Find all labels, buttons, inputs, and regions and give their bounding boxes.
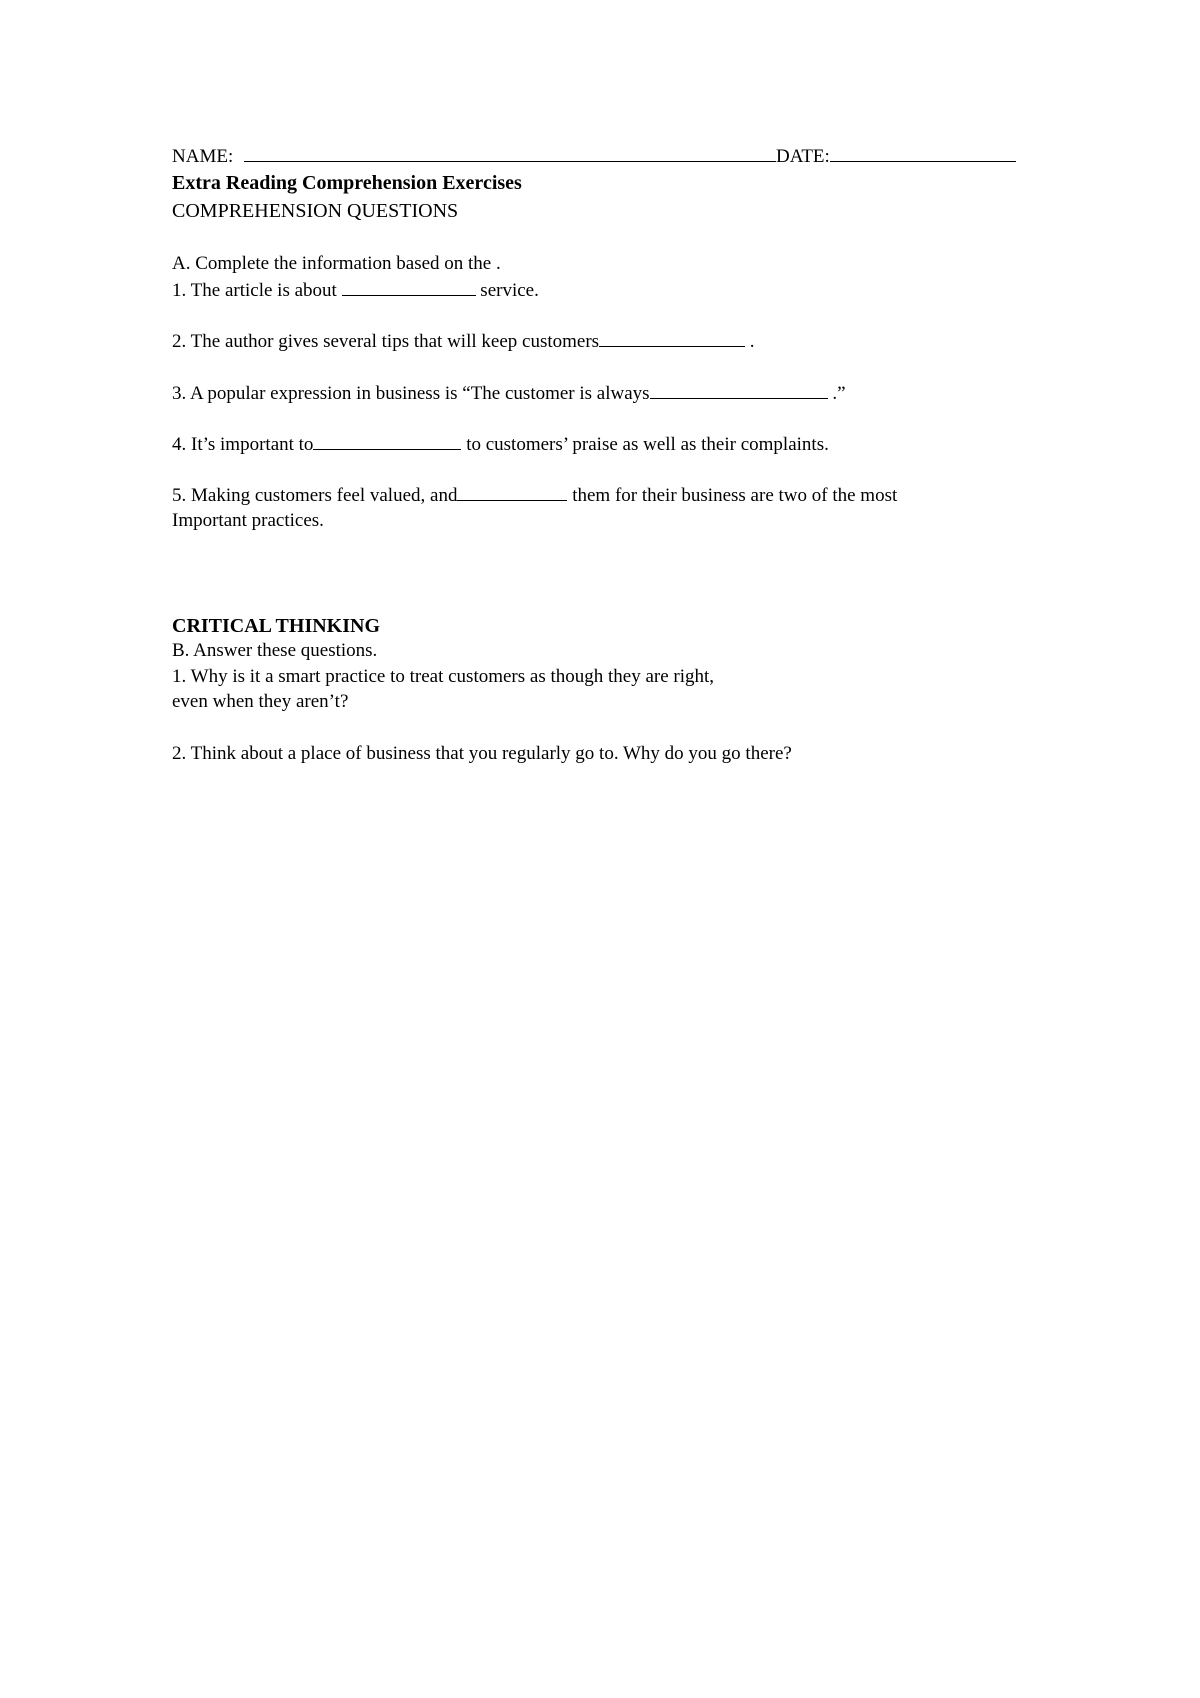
question-a3-end: .” [832, 383, 846, 404]
section-b-heading: CRITICAL THINKING [172, 615, 381, 637]
question-a5 [172, 483, 897, 508]
question-b1-line2: even when they aren’t? [172, 691, 349, 712]
date-label: DATE: [775, 146, 830, 167]
date-blank[interactable] [830, 144, 1016, 162]
section-b-instruction: B. Answer these questions. [172, 640, 378, 661]
question-a2 [172, 329, 755, 354]
page-title: Extra Reading Comprehension Exercises [172, 172, 522, 194]
question-a2-blank[interactable] [599, 329, 745, 347]
section-a-heading: COMPREHENSION QUESTIONS [172, 200, 459, 222]
question-a1-end: service. [480, 280, 539, 301]
question-a4 [172, 432, 829, 457]
question-a3 [172, 381, 846, 406]
question-b2: 2. Think about a place of business that you regularly go to. Why do you go there? [172, 743, 792, 764]
question-a2-text: 2. The author gives several tips that will keep customers [172, 331, 600, 352]
question-a1-text: 1. The article is about [172, 280, 337, 301]
question-a5-end: them for their business are two of the most [572, 485, 898, 506]
question-a4-blank[interactable] [313, 432, 461, 450]
question-a5-continuation: Important practices. [172, 510, 324, 531]
question-a1 [172, 278, 539, 303]
question-a5-text: 5. Making customers feel valued, and [172, 485, 458, 506]
question-a2-end: . [749, 331, 755, 352]
question-a1-blank[interactable] [342, 278, 476, 296]
name-date-row [172, 144, 1016, 169]
question-b1-line1: 1. Why is it a smart practice to treat customers as though they are right, [172, 666, 715, 687]
question-a5-blank[interactable] [457, 483, 567, 501]
name-label: NAME: [172, 146, 234, 167]
question-a4-end: to customers’ praise as well as their complaints. [466, 434, 829, 455]
section-a-instruction: A. Complete the information based on the . [172, 253, 501, 274]
name-blank[interactable] [244, 144, 776, 162]
question-a3-text: 3. A popular expression in business is “The customer is always [172, 383, 650, 404]
question-a4-text: 4. It’s important to [172, 434, 314, 455]
question-a3-blank[interactable] [650, 381, 828, 399]
